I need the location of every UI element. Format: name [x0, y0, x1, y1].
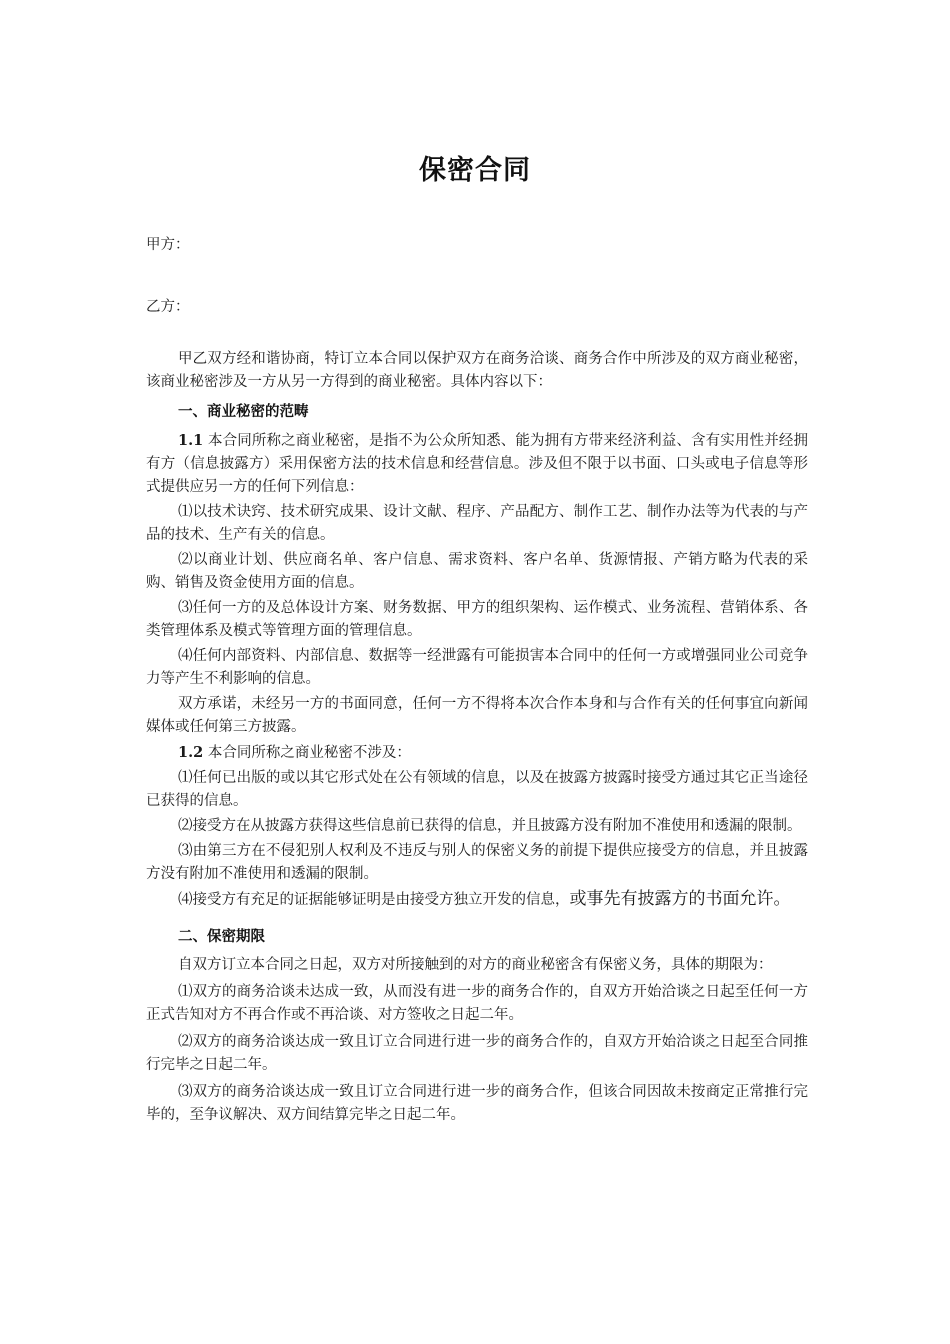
- exclusion-item-1: ⑴任何已出版的或以其它形式处在公有领域的信息，以及在披露方披露时接受方通过其它正当途径已获得的信息。: [146, 770, 808, 809]
- section-2-heading: 二、保密期限: [178, 929, 265, 945]
- promise-paragraph: 双方承诺，未经另一方的书面同意，任何一方不得将本次合作本身和与合作有关的任何事宜向新闻媒体或任何第三方披露。: [146, 696, 808, 735]
- term-item-1: ⑴双方的商务洽谈未达成一致，从而没有进一步的商务合作的，自双方开始洽谈之日起至任何一方正式告知对方不再合作或不再洽谈、对方签收之日起二年。: [146, 984, 808, 1023]
- exclusion-item-4-part-b: 或事先有披露方的书面允许。: [569, 889, 791, 909]
- clause-1-1-text: 本合同所称之商业秘密，是指不为公众所知悉、能为拥有方带来经济利益、含有实用性并经拥有方（信息披露方）采用保密方法的技术信息和经营信息。涉及但不限于以书面、口头或电子信息等形式提供应另一方的任何下列信息：: [146, 433, 808, 495]
- document-body: [146, 348, 808, 1129]
- exclusion-item-4: [146, 888, 808, 912]
- clause-1-2-number: 1.2: [178, 744, 204, 761]
- info-item-2: ⑵以商业计划、供应商名单、客户信息、需求资料、客户名单、货源情报、产销方略为代表的采购、销售及资金使用方面的信息。: [146, 552, 808, 591]
- clause-1-1: [146, 429, 808, 499]
- exclusion-item-3: ⑶由第三方在不侵犯别人权利及不违反与别人的保密义务的前提下提供应接受方的信息，并且披露方没有附加不准使用和透漏的限制。: [146, 843, 808, 882]
- info-item-1: ⑴以技术诀窍、技术研究成果、设计文献、程序、产品配方、制作工艺、制作办法等为代表的与产品的技术、生产有关的信息。: [146, 504, 808, 543]
- term-item-2: ⑵双方的商务洽谈达成一致且订立合同进行进一步的商务合作的，自双方开始洽谈之日起至合同推行完毕之日起二年。: [146, 1034, 808, 1073]
- section-1-heading: 一、商业秘密的范畴: [178, 404, 309, 420]
- info-item-3: ⑶任何一方的及总体设计方案、财务数据、甲方的组织架构、运作模式、业务流程、营销体系、各类管理体系及模式等管理方面的管理信息。: [146, 600, 808, 639]
- exclusion-item-4-part-a: ⑷接受方有充足的证据能够证明是由接受方独立开发的信息，: [178, 892, 570, 908]
- intro-paragraph: 甲乙双方经和谐协商，特订立本合同以保护双方在商务洽谈、商务合作中所涉及的双方商业秘密，该商业秘密涉及一方从另一方得到的商业秘密。具体内容以下：: [146, 351, 808, 390]
- term-item-3: ⑶双方的商务洽谈达成一致且订立合同进行进一步的商务合作，但该合同因故未按商定正常推行完毕的，至争议解决、双方间结算完毕之日起二年。: [146, 1084, 808, 1123]
- section-2-intro: 自双方订立本合同之日起，双方对所接触到的对方的商业秘密含有保密义务，具体的期限为：: [178, 957, 773, 973]
- clause-1-2: [146, 741, 808, 765]
- party-b-label: 乙方：: [146, 299, 190, 315]
- info-item-4: ⑷任何内部资料、内部信息、数据等一经泄露有可能损害本合同中的任何一方或增强同业公司竞争力等产生不利影响的信息。: [146, 648, 808, 687]
- clause-1-1-number: 1.1: [178, 432, 204, 449]
- exclusion-item-2: ⑵接受方在从披露方获得这些信息前已获得的信息，并且披露方没有附加不准使用和透漏的限制。: [178, 818, 802, 834]
- document-title: 保密合同: [419, 155, 531, 186]
- clause-1-2-text: 本合同所称之商业秘密不涉及：: [203, 745, 411, 761]
- party-a-label: 甲方：: [146, 237, 190, 253]
